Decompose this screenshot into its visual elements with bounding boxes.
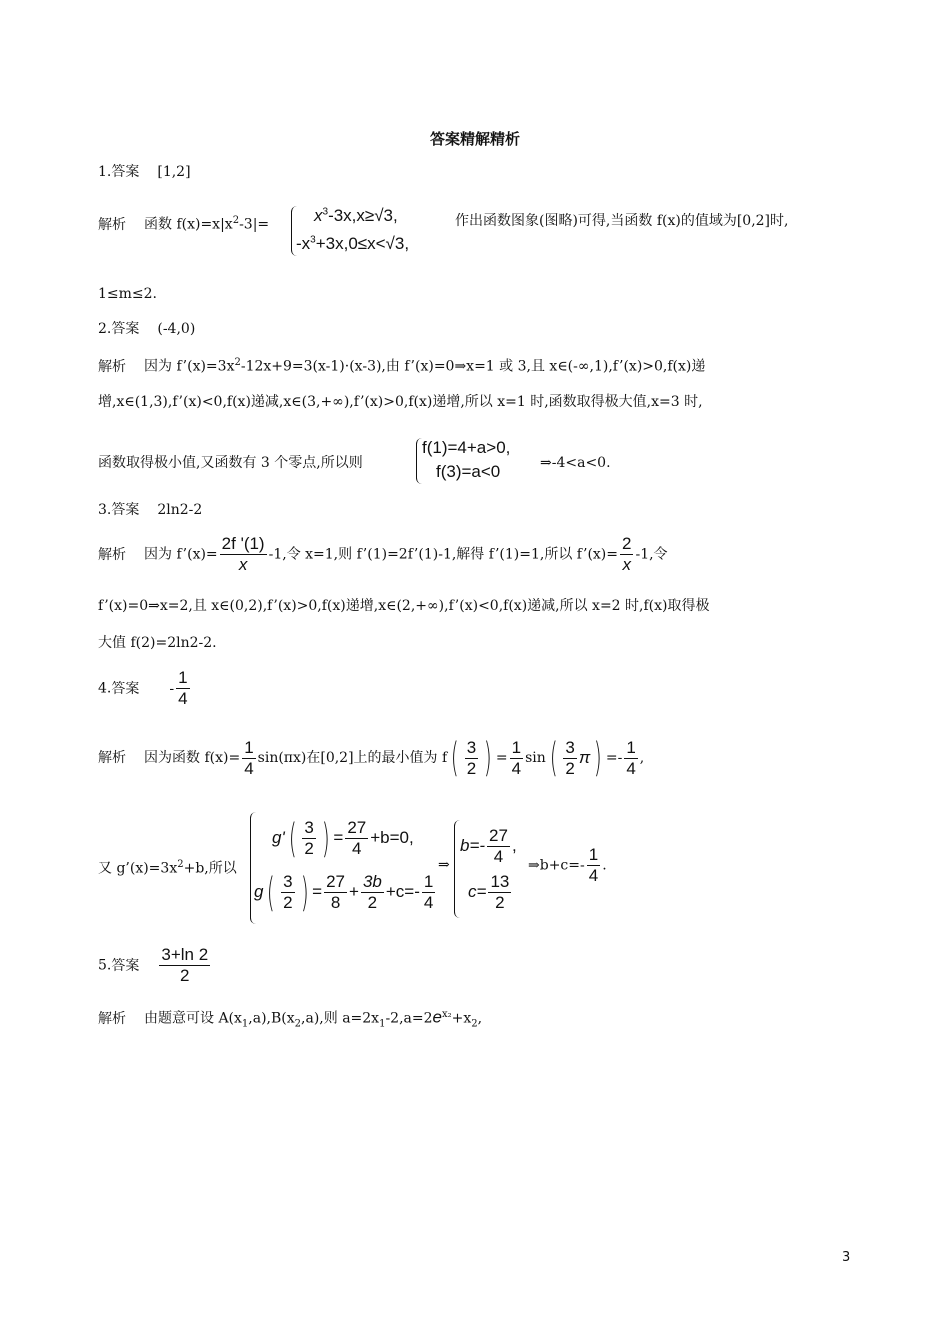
q3-line-3: 大值 f(2)=2ln2-2. [98,635,217,651]
q2-line-2: 增,x∈(1,3),f’(x)<0,f(x)递减,x∈(3,+∞),f’(x)>0,f(x)递增,所以 x=1 时,函数取得极大值,x=3 时, [98,394,703,410]
q5-answer-frac: $\frac{3+\ln 2}{2}$ [161,945,209,985]
page-number: 3 [842,1250,851,1265]
q4-paren-2: ( $\frac{3}{2}$ π ) [549,735,602,781]
q3-frac-2: $\frac{2}{x}$ [622,534,632,574]
q4-sys-1: g' ( $\frac{3}{2}$ ) = $\frac{27}{4}$ +b=0, [272,815,414,862]
q3-line-1: 解析 因为 f’(x)= $\frac{2f '(1)}{x}$ -1,令 x=1,则 f’(1)=2f’(1)-1,解得 f’(1)=1,所以 f’(x)= $\frac{2}{x}$ -1,令 [98,534,668,574]
q2-answer: (-4,0) [157,321,196,337]
q4-answer-frac: $\frac{1}{4}$ [178,668,188,708]
q2-sys-1: f(1)=4+a>0, [422,438,511,457]
q5-answer-line: 5.答案 $\frac{3+\ln 2}{2}$ [98,945,209,985]
q2-line-1: 解析 因为 $f’(x)=3x^2-12x+9=3(x-1)\cdot(x-3)$,由 f’(x)=0⇒x=1 或 3,且 x∈(-∞,1),f’(x)>0,f(x)递 [98,357,706,375]
q3-frac-1: $\frac{2f '(1)}{x}$ [221,534,265,574]
q3-answer-line: 3.答案 2ln2-2 [98,502,203,518]
q1-cont: 1≤m≤2. [98,286,158,302]
page-title: 答案精解精析 [429,130,520,148]
q2-line-3b: ⇒-4<a<0. [540,455,611,471]
q4-answer-line: 4.答案 - $\frac{1}{4}$ [98,668,188,708]
q1-case-2: $-x^3+3x,0\le x<√3$, [296,234,410,253]
q4-paren-1: ( $\frac{3}{2}$ ) [451,735,492,781]
q2-sys-2: f(3)=a<0 [436,462,501,481]
q2-answer-line: 2.答案 (-4,0) [98,321,196,337]
q1-analysis-post: 作出函数图象(图略)可得,当函数 f(x)的值域为[0,2]时, [455,213,789,229]
q1-analysis-line: 解析 函数 $f(x)=x|x^2-3|=$ [98,215,270,233]
q2-line-3: 函数取得极小值,又函数有 3 个零点,所以则 [98,455,363,471]
q1-answer: [1,2] [157,164,191,180]
q4-arrow: ⇒ [438,857,450,873]
q4-result-c: c= $\frac{13}{2}$ [468,872,510,912]
q3-answer: 2ln2-2 [157,502,203,518]
q4-sys-2: g ( $\frac{3}{2}$ ) = $\frac{27}{8}$ + $\frac{3b}{2}$ +c=- $\frac{1}{4}$ [254,869,434,916]
q4-line-2: 又 $g’(x)=3x^2+b$,所以 [98,859,237,877]
q1-case-1: $x^3-3x,x\ge√3$, [314,206,398,225]
q1-answer-line: 1.答案 [1,2] [98,164,191,180]
q4-result-b: b=- $\frac{27}{4}$ , [460,826,517,866]
q4-tail: ⇒b+c=- $\frac{1}{4}$ . [528,845,607,885]
q5-line-1: 解析 由题意可设 $A(x_1,a),B(x_2,a)$,则 $a=2x_1-2,a=2e^{x_2}+x_2$, [98,1007,483,1030]
q3-line-2: f’(x)=0⇒x=2,且 x∈(0,2),f’(x)>0,f(x)递增,x∈(2,+∞),f’(x)<0,f(x)递减,所以 x=2 时,f(x)取得极 [98,598,710,614]
q4-line-1: 解析 因为函数 f(x)= $\frac{1}{4}$ sin(πx)在[0,2]上的最小值为 f ( $\frac{3}{2}$ ) = $\frac{1}{4}$ sin ( $\frac{3}{2}$ π ) =- $\frac{1}{4}$ , [98,735,645,781]
